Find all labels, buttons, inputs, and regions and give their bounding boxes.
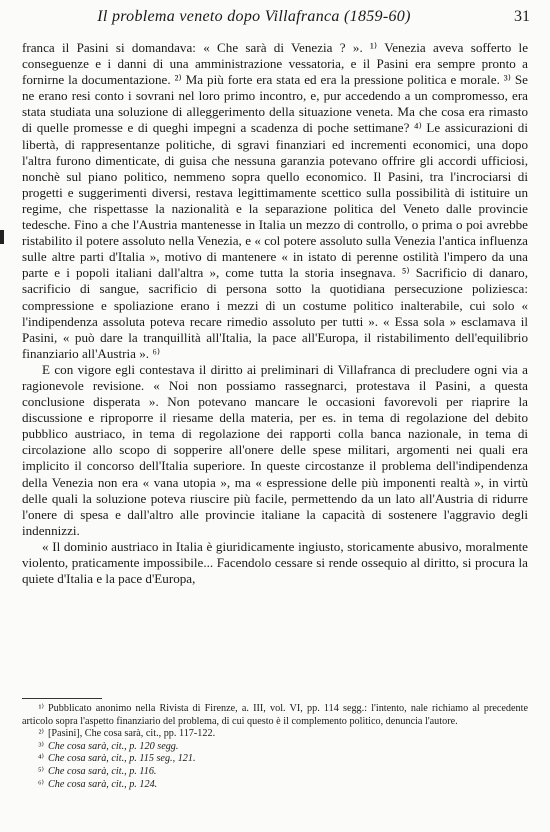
- footnote-4: [22, 753, 528, 766]
- footnote-mark: ¹⁾: [38, 703, 44, 714]
- footnote-rule: [22, 698, 102, 699]
- footnote-mark: ⁴⁾: [37, 753, 44, 765]
- footnote-text: Che cosa sarà, cit., p. 116.: [48, 765, 157, 777]
- footnote-text: Che cosa sarà, cit., p. 115 seg., 121.: [48, 753, 196, 765]
- footnote-text: Che cosa sarà, cit., p. 120 segg.: [48, 740, 179, 752]
- paragraph-3: « Il dominio austriaco in Italia è giuridicamente ingiusto, storicamente abusivo, moralmente violento, praticamente impossibile... Facendolo cessare si rende ossequio al diritto, si procura la quiete d'Italia e la pace d'Europa,: [22, 538, 528, 587]
- page-number: 31: [514, 8, 530, 25]
- footnote-mark: ³⁾: [38, 740, 44, 752]
- footnote-text: [Pasini], Che cosa sarà, cit., pp. 117-122.: [48, 728, 216, 740]
- footnote-text: Che cosa sarà, cit., p. 124.: [48, 778, 158, 790]
- footnote-5: [22, 766, 528, 779]
- footnote-2: [22, 728, 528, 741]
- footnotes: [22, 703, 528, 791]
- footnote-mark: ²⁾: [38, 728, 44, 740]
- footnote-mark: ⁵⁾: [37, 765, 44, 777]
- footnote-text: Pubblicato anonimo nella Rivista di Firenze, a. III, vol. VI, pp. 114 segg.: l'intento, nale richiamo al precedente articolo sopra l'aspetto finanziario del problema, di cui questo è il complemento politico, denuncia l'autore.: [22, 703, 528, 727]
- body-text: [22, 40, 528, 587]
- paragraph-1: franca il Pasini si domandava: « Che sarà di Venezia ? ». ¹⁾ Venezia aveva sofferto le conseguenze e i danni di una amministrazione vessatoria, e il Pasini era sempre pronto a fornirne la documentazione. ²⁾ Ma più forte era stata ed era la pressione politica e morale. ³⁾ Se ne erano resi conto i sovrani nel loro primo incontro, e, pur accedendo a un compromesso, era stata studiata una soluzione di alleggerimento della situazione veneta. Ma che cosa era rimasto di quelle promesse e di queghi impegni a scadenza di poche settimane? ⁴⁾ Le assicurazioni di libertà, di rappresentanze politiche, di sgravi finanziari ed incrementi economici, una dopo l'altra furono dimenticate, di guisa che nessuna garanzia potevano offrire gli accordi ufficiosi, nonchè sul piano politico, nemmeno sopra quello economico. Il Pasini, tra l'incrociarsi di progetti e suggerimenti diversi, restava legittimamente scettico sulla possibilità di istituire un regime, che rispettasse la nazionalità e la separazione politica del Veneto dalle provincie tedesche. Fino a che l'Austria mantenesse in Italia un mezzo di controllo, o prima o poi avrebbe ristabilito il potere assoluto nella Venezia, e « col potere assoluto sulla Venezia l'antica influenza sulle altre parti d'Italia », motivo di mantenere « in istato di perenne ostilità l'impero da una parte e i popoli italiani dall'altra », come tutta la storia insegnava. ⁵⁾ Sacrificio di danaro, sacrificio di sangue, sacrificio di persona sotto la quotidiana persecuzione poliziesca: compressione e spoliazione erano i mezzi di un costume politico inalterabile, cui solo « l'indipendenza assoluta poteva recare rimedio assoluto per tutti ». « Essa sola » esclamava il Pasini, « può dare la tranquillità all'Italia, la pace all'Europa, il ristabilimento dell'equilibrio finanziario all'Austria ». ⁶⁾: [22, 40, 528, 361]
- paragraph-2: E con vigore egli contestava il diritto ai preliminari di Villafranca di precludere ogni via a ragionevole revisione. « Noi non possiamo rassegnarci, protestava il Pasini, a questa conclusione disperata ». Non potevano mancare le occasioni favorevoli per riaprire la discussione e riproporre il riesame della materia, per es. in tema di regolazione del debito pubblico austriaco, in tema di regolazione dei rapporti colla banca nazionale, in tema di circolazione allo scopo di sopperire all'onere delle spese militari, argomenti nei quali era implicito il concorso dell'Italia superiore. In queste circostanze il problema dell'indipendenza della Venezia non era « vana utopia », ma « espressione delle più imponenti realtà », in virtù delle quali la soluzione poteva riuscire più facile, permettendo da un lato all'Austria di ridurre l'onere di spesa e dall'altro alle provincie italiane la capacità di sostenere l'aggravio degli indennizzi.: [22, 361, 528, 538]
- footnote-mark: ⁶⁾: [37, 778, 44, 790]
- footnote-6: [22, 779, 528, 792]
- footnote-1: [22, 703, 528, 728]
- footnote-3: [22, 741, 528, 754]
- running-title: Il problema veneto dopo Villafranca (1859-60): [97, 8, 411, 25]
- margin-mark: [0, 230, 4, 244]
- running-header: [18, 8, 530, 30]
